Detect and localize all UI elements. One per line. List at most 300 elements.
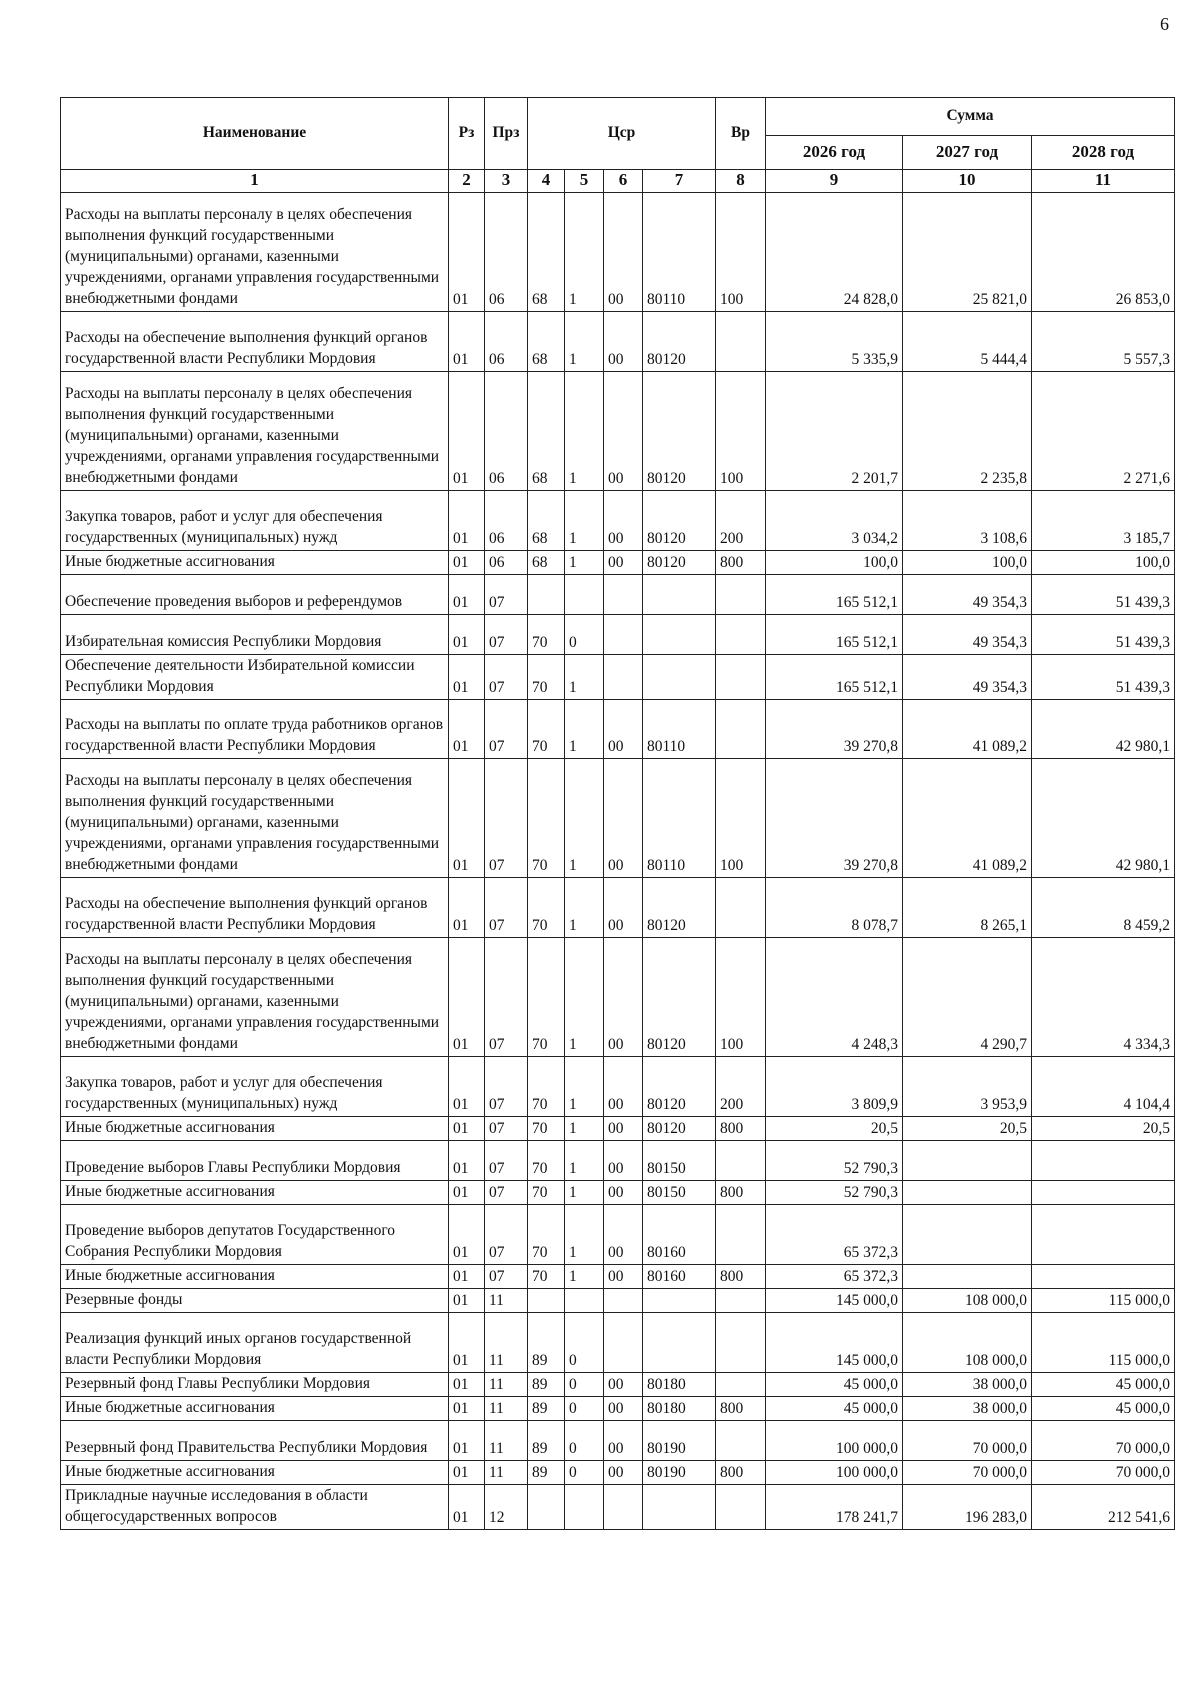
row-vr: 100 <box>716 759 766 878</box>
row-amount-2026: 3 034,2 <box>766 491 903 551</box>
row-name: Проведение выборов депутатов Государственного Собрания Республики Мордовия <box>61 1205 449 1265</box>
table-row <box>61 1373 1175 1397</box>
table-row <box>61 615 1175 655</box>
row-csr-subprogram: 0 <box>565 615 604 655</box>
row-rz: 01 <box>449 1313 485 1373</box>
row-vr <box>716 700 766 759</box>
row-name: Иные бюджетные ассигнования <box>61 551 449 575</box>
row-csr-program: 89 <box>528 1397 565 1421</box>
row-rz: 01 <box>449 193 485 312</box>
row-csr-subprogram: 1 <box>565 491 604 551</box>
row-csr-program: 70 <box>528 615 565 655</box>
row-amount-2027: 3 953,9 <box>903 1057 1032 1117</box>
row-csr-subprogram: 1 <box>565 938 604 1057</box>
row-csr-subprogram: 1 <box>565 1117 604 1141</box>
row-amount-2027: 5 444,4 <box>903 312 1032 372</box>
row-csr-subprogram <box>565 1485 604 1530</box>
row-amount-2028: 42 980,1 <box>1032 700 1175 759</box>
table-row <box>61 1141 1175 1181</box>
row-csr-program: 68 <box>528 491 565 551</box>
row-amount-2027: 108 000,0 <box>903 1289 1032 1313</box>
row-vr: 800 <box>716 1397 766 1421</box>
row-amount-2028 <box>1032 1265 1175 1289</box>
page-number: 6 <box>1160 14 1169 34</box>
row-amount-2027 <box>903 1205 1032 1265</box>
row-csr-direction: 80120 <box>643 1117 716 1141</box>
row-csr-program: 70 <box>528 1141 565 1181</box>
row-amount-2028: 100,0 <box>1032 551 1175 575</box>
column-number: 6 <box>604 170 643 193</box>
row-amount-2026: 45 000,0 <box>766 1397 903 1421</box>
table-row <box>61 1289 1175 1313</box>
row-prz: 07 <box>485 1141 528 1181</box>
row-prz: 07 <box>485 1265 528 1289</box>
row-csr-main-event: 00 <box>604 312 643 372</box>
row-vr <box>716 655 766 700</box>
row-amount-2026: 165 512,1 <box>766 575 903 615</box>
row-vr: 800 <box>716 1461 766 1485</box>
row-csr-program: 70 <box>528 878 565 938</box>
row-prz: 11 <box>485 1421 528 1461</box>
row-vr <box>716 1373 766 1397</box>
row-csr-subprogram: 0 <box>565 1461 604 1485</box>
row-csr-subprogram: 1 <box>565 1205 604 1265</box>
table-row <box>61 1421 1175 1461</box>
column-number: 5 <box>565 170 604 193</box>
row-amount-2026: 145 000,0 <box>766 1313 903 1373</box>
table-row <box>61 878 1175 938</box>
row-amount-2026: 52 790,3 <box>766 1181 903 1205</box>
row-amount-2027 <box>903 1181 1032 1205</box>
row-prz: 07 <box>485 575 528 615</box>
row-amount-2026: 4 248,3 <box>766 938 903 1057</box>
row-csr-subprogram: 1 <box>565 700 604 759</box>
row-prz: 06 <box>485 372 528 491</box>
row-prz: 12 <box>485 1485 528 1530</box>
column-number-row <box>61 170 1175 193</box>
column-number: 9 <box>766 170 903 193</box>
row-csr-main-event <box>604 1485 643 1530</box>
row-amount-2028: 51 439,3 <box>1032 575 1175 615</box>
row-rz: 01 <box>449 655 485 700</box>
row-csr-program: 68 <box>528 551 565 575</box>
row-vr: 200 <box>716 1057 766 1117</box>
row-csr-program: 70 <box>528 1265 565 1289</box>
row-amount-2027: 38 000,0 <box>903 1373 1032 1397</box>
row-name: Расходы на обеспечение выполнения функций органов государственной власти Республики Мордовия <box>61 878 449 938</box>
row-amount-2028: 212 541,6 <box>1032 1485 1175 1530</box>
row-csr-main-event: 00 <box>604 1057 643 1117</box>
row-amount-2026: 20,5 <box>766 1117 903 1141</box>
row-amount-2027: 49 354,3 <box>903 655 1032 700</box>
row-name: Обеспечение деятельности Избирательной комиссии Республики Мордовия <box>61 655 449 700</box>
row-name: Закупка товаров, работ и услуг для обеспечения государственных (муниципальных) нужд <box>61 1057 449 1117</box>
row-csr-program: 68 <box>528 312 565 372</box>
row-vr <box>716 575 766 615</box>
row-amount-2027: 41 089,2 <box>903 759 1032 878</box>
row-prz: 11 <box>485 1289 528 1313</box>
row-amount-2026: 165 512,1 <box>766 655 903 700</box>
row-amount-2027 <box>903 1265 1032 1289</box>
row-name: Расходы на выплаты персоналу в целях обеспечения выполнения функций государственными (муниципальными) органами, казенными учреждениями, органами управления государственными внебюджетными фондами <box>61 193 449 312</box>
table-row <box>61 1397 1175 1421</box>
row-vr: 100 <box>716 372 766 491</box>
row-csr-direction: 80190 <box>643 1461 716 1485</box>
row-amount-2027: 20,5 <box>903 1117 1032 1141</box>
row-prz: 11 <box>485 1461 528 1485</box>
table-row <box>61 551 1175 575</box>
header-sum: Сумма <box>766 98 1175 136</box>
row-csr-direction: 80110 <box>643 759 716 878</box>
row-csr-main-event <box>604 1313 643 1373</box>
row-csr-program: 89 <box>528 1373 565 1397</box>
row-amount-2027: 70 000,0 <box>903 1421 1032 1461</box>
row-rz: 01 <box>449 759 485 878</box>
row-amount-2028: 4 334,3 <box>1032 938 1175 1057</box>
row-csr-direction: 80180 <box>643 1397 716 1421</box>
row-amount-2028: 45 000,0 <box>1032 1373 1175 1397</box>
row-vr <box>716 312 766 372</box>
row-csr-direction <box>643 615 716 655</box>
row-csr-subprogram: 1 <box>565 1265 604 1289</box>
column-number: 3 <box>485 170 528 193</box>
row-rz: 01 <box>449 1265 485 1289</box>
row-amount-2028: 20,5 <box>1032 1117 1175 1141</box>
row-csr-main-event: 00 <box>604 1397 643 1421</box>
row-csr-program: 70 <box>528 700 565 759</box>
row-prz: 06 <box>485 312 528 372</box>
row-vr: 800 <box>716 1117 766 1141</box>
row-amount-2028: 115 000,0 <box>1032 1289 1175 1313</box>
row-rz: 01 <box>449 1421 485 1461</box>
row-csr-direction: 80120 <box>643 1057 716 1117</box>
table-row <box>61 700 1175 759</box>
row-name: Иные бюджетные ассигнования <box>61 1181 449 1205</box>
table-row <box>61 1117 1175 1141</box>
row-csr-direction: 80120 <box>643 372 716 491</box>
row-name: Резервный фонд Правительства Республики Мордовия <box>61 1421 449 1461</box>
row-amount-2026: 100 000,0 <box>766 1421 903 1461</box>
row-csr-direction: 80160 <box>643 1265 716 1289</box>
row-csr-program: 89 <box>528 1461 565 1485</box>
row-csr-program: 68 <box>528 193 565 312</box>
row-csr-main-event: 00 <box>604 1461 643 1485</box>
table-row <box>61 1461 1175 1485</box>
row-csr-direction: 80120 <box>643 551 716 575</box>
row-csr-main-event: 00 <box>604 759 643 878</box>
row-csr-direction: 80120 <box>643 491 716 551</box>
row-csr-program: 68 <box>528 372 565 491</box>
row-csr-subprogram <box>565 575 604 615</box>
row-rz: 01 <box>449 1117 485 1141</box>
row-csr-main-event: 00 <box>604 1421 643 1461</box>
row-csr-main-event: 00 <box>604 491 643 551</box>
row-csr-subprogram: 1 <box>565 372 604 491</box>
row-prz: 11 <box>485 1397 528 1421</box>
row-amount-2027: 41 089,2 <box>903 700 1032 759</box>
row-amount-2028: 51 439,3 <box>1032 615 1175 655</box>
row-amount-2026: 3 809,9 <box>766 1057 903 1117</box>
table-row <box>61 759 1175 878</box>
row-amount-2027: 4 290,7 <box>903 938 1032 1057</box>
row-csr-subprogram: 0 <box>565 1373 604 1397</box>
row-amount-2027: 70 000,0 <box>903 1461 1032 1485</box>
row-rz: 01 <box>449 1373 485 1397</box>
row-vr: 800 <box>716 1265 766 1289</box>
row-rz: 01 <box>449 312 485 372</box>
row-csr-subprogram: 0 <box>565 1421 604 1461</box>
row-name: Закупка товаров, работ и услуг для обеспечения государственных (муниципальных) нужд <box>61 491 449 551</box>
row-amount-2027 <box>903 1141 1032 1181</box>
row-amount-2026: 52 790,3 <box>766 1141 903 1181</box>
header-vr: Вр <box>716 98 766 170</box>
row-csr-subprogram: 1 <box>565 551 604 575</box>
row-rz: 01 <box>449 575 485 615</box>
row-vr: 200 <box>716 491 766 551</box>
row-amount-2026: 39 270,8 <box>766 700 903 759</box>
row-csr-main-event <box>604 655 643 700</box>
row-csr-direction <box>643 575 716 615</box>
row-amount-2026: 65 372,3 <box>766 1205 903 1265</box>
row-prz: 07 <box>485 759 528 878</box>
row-csr-direction: 80150 <box>643 1141 716 1181</box>
row-csr-program: 70 <box>528 1181 565 1205</box>
row-csr-program <box>528 1289 565 1313</box>
row-name: Иные бюджетные ассигнования <box>61 1461 449 1485</box>
row-csr-main-event <box>604 575 643 615</box>
row-amount-2026: 178 241,7 <box>766 1485 903 1530</box>
row-name: Резервные фонды <box>61 1289 449 1313</box>
row-amount-2027: 8 265,1 <box>903 878 1032 938</box>
row-csr-main-event: 00 <box>604 372 643 491</box>
row-csr-subprogram: 1 <box>565 1057 604 1117</box>
row-vr: 800 <box>716 551 766 575</box>
row-amount-2028: 115 000,0 <box>1032 1313 1175 1373</box>
row-rz: 01 <box>449 1485 485 1530</box>
row-vr <box>716 1421 766 1461</box>
row-prz: 07 <box>485 1117 528 1141</box>
table-row <box>61 1057 1175 1117</box>
row-csr-main-event: 00 <box>604 1181 643 1205</box>
row-amount-2026: 2 201,7 <box>766 372 903 491</box>
row-csr-subprogram: 1 <box>565 878 604 938</box>
row-amount-2026: 24 828,0 <box>766 193 903 312</box>
row-csr-program: 89 <box>528 1421 565 1461</box>
row-name: Избирательная комиссия Республики Мордовия <box>61 615 449 655</box>
table-row <box>61 372 1175 491</box>
row-amount-2026: 65 372,3 <box>766 1265 903 1289</box>
row-amount-2026: 8 078,7 <box>766 878 903 938</box>
header-rz: Рз <box>449 98 485 170</box>
row-prz: 07 <box>485 700 528 759</box>
row-rz: 01 <box>449 1057 485 1117</box>
row-prz: 07 <box>485 878 528 938</box>
row-csr-program: 70 <box>528 1057 565 1117</box>
row-csr-direction: 80160 <box>643 1205 716 1265</box>
row-rz: 01 <box>449 1181 485 1205</box>
row-name: Иные бюджетные ассигнования <box>61 1117 449 1141</box>
row-csr-main-event: 00 <box>604 700 643 759</box>
row-amount-2027: 196 283,0 <box>903 1485 1032 1530</box>
row-amount-2028: 3 185,7 <box>1032 491 1175 551</box>
column-number: 4 <box>528 170 565 193</box>
row-csr-program <box>528 575 565 615</box>
row-vr <box>716 1485 766 1530</box>
row-csr-subprogram: 1 <box>565 1141 604 1181</box>
row-csr-program: 70 <box>528 938 565 1057</box>
row-rz: 01 <box>449 615 485 655</box>
column-number: 11 <box>1032 170 1175 193</box>
row-prz: 11 <box>485 1313 528 1373</box>
table-row <box>61 655 1175 700</box>
row-vr <box>716 1205 766 1265</box>
row-vr: 100 <box>716 193 766 312</box>
row-rz: 01 <box>449 491 485 551</box>
header-csr: Цср <box>528 98 716 170</box>
row-rz: 01 <box>449 938 485 1057</box>
row-rz: 01 <box>449 700 485 759</box>
row-csr-direction: 80120 <box>643 878 716 938</box>
row-amount-2028: 70 000,0 <box>1032 1421 1175 1461</box>
column-number: 8 <box>716 170 766 193</box>
header-year-2028: 2028 год <box>1032 136 1175 170</box>
row-vr <box>716 1141 766 1181</box>
row-rz: 01 <box>449 1141 485 1181</box>
table-body <box>61 193 1175 1530</box>
row-vr <box>716 878 766 938</box>
table-row <box>61 1485 1175 1530</box>
row-rz: 01 <box>449 1461 485 1485</box>
column-number: 10 <box>903 170 1032 193</box>
row-amount-2028: 70 000,0 <box>1032 1461 1175 1485</box>
row-csr-direction <box>643 1485 716 1530</box>
header-name: Наименование <box>61 98 449 170</box>
budget-table <box>60 97 1175 1530</box>
row-prz: 07 <box>485 615 528 655</box>
row-prz: 11 <box>485 1373 528 1397</box>
header-prz: Прз <box>485 98 528 170</box>
row-csr-direction <box>643 1289 716 1313</box>
row-name: Расходы на выплаты персоналу в целях обеспечения выполнения функций государственными (муниципальными) органами, казенными учреждениями, органами управления государственными внебюджетными фондами <box>61 938 449 1057</box>
row-csr-direction: 80110 <box>643 193 716 312</box>
row-csr-program: 70 <box>528 655 565 700</box>
row-prz: 06 <box>485 193 528 312</box>
column-number: 1 <box>61 170 449 193</box>
row-vr: 100 <box>716 938 766 1057</box>
row-rz: 01 <box>449 1289 485 1313</box>
row-csr-subprogram: 1 <box>565 312 604 372</box>
row-name: Проведение выборов Главы Республики Мордовия <box>61 1141 449 1181</box>
row-csr-direction: 80120 <box>643 938 716 1057</box>
row-amount-2028: 4 104,4 <box>1032 1057 1175 1117</box>
row-amount-2028: 5 557,3 <box>1032 312 1175 372</box>
row-vr: 800 <box>716 1181 766 1205</box>
row-amount-2027: 100,0 <box>903 551 1032 575</box>
table-row <box>61 1205 1175 1265</box>
row-name: Резервный фонд Главы Республики Мордовия <box>61 1373 449 1397</box>
table-row <box>61 491 1175 551</box>
row-csr-main-event: 00 <box>604 938 643 1057</box>
table-row <box>61 1313 1175 1373</box>
row-amount-2026: 45 000,0 <box>766 1373 903 1397</box>
row-csr-direction <box>643 655 716 700</box>
row-amount-2028: 45 000,0 <box>1032 1397 1175 1421</box>
row-amount-2028: 2 271,6 <box>1032 372 1175 491</box>
row-prz: 07 <box>485 655 528 700</box>
row-name: Расходы на выплаты персоналу в целях обеспечения выполнения функций государственными (муниципальными) органами, казенными учреждениями, органами управления государственными внебюджетными фондами <box>61 372 449 491</box>
row-csr-main-event: 00 <box>604 551 643 575</box>
row-name: Расходы на выплаты персоналу в целях обеспечения выполнения функций государственными (муниципальными) органами, казенными учреждениями, органами управления государственными внебюджетными фондами <box>61 759 449 878</box>
row-amount-2026: 100 000,0 <box>766 1461 903 1485</box>
row-rz: 01 <box>449 878 485 938</box>
row-amount-2028 <box>1032 1181 1175 1205</box>
row-name: Иные бюджетные ассигнования <box>61 1397 449 1421</box>
row-prz: 07 <box>485 1181 528 1205</box>
row-name: Иные бюджетные ассигнования <box>61 1265 449 1289</box>
row-amount-2026: 39 270,8 <box>766 759 903 878</box>
row-rz: 01 <box>449 1397 485 1421</box>
row-vr <box>716 1289 766 1313</box>
row-prz: 07 <box>485 938 528 1057</box>
row-csr-program: 70 <box>528 759 565 878</box>
row-prz: 06 <box>485 491 528 551</box>
row-amount-2027: 25 821,0 <box>903 193 1032 312</box>
row-rz: 01 <box>449 1205 485 1265</box>
row-vr <box>716 1313 766 1373</box>
row-name: Обеспечение проведения выборов и референдумов <box>61 575 449 615</box>
row-amount-2027: 38 000,0 <box>903 1397 1032 1421</box>
row-amount-2026: 165 512,1 <box>766 615 903 655</box>
table-row <box>61 938 1175 1057</box>
row-csr-main-event: 00 <box>604 1141 643 1181</box>
row-amount-2027: 2 235,8 <box>903 372 1032 491</box>
table-row <box>61 1181 1175 1205</box>
row-amount-2028: 8 459,2 <box>1032 878 1175 938</box>
row-name: Прикладные научные исследования в области общегосударственных вопросов <box>61 1485 449 1530</box>
row-csr-direction <box>643 1313 716 1373</box>
table-row <box>61 1265 1175 1289</box>
row-amount-2028 <box>1032 1141 1175 1181</box>
header-year-2027: 2027 год <box>903 136 1032 170</box>
row-csr-main-event: 00 <box>604 1205 643 1265</box>
row-amount-2026: 5 335,9 <box>766 312 903 372</box>
column-number: 2 <box>449 170 485 193</box>
row-csr-direction: 80120 <box>643 312 716 372</box>
row-amount-2028 <box>1032 1205 1175 1265</box>
row-csr-direction: 80110 <box>643 700 716 759</box>
row-csr-program: 89 <box>528 1313 565 1373</box>
row-amount-2026: 145 000,0 <box>766 1289 903 1313</box>
row-name: Расходы на выплаты по оплате труда работников органов государственной власти Республики Мордовия <box>61 700 449 759</box>
row-name: Расходы на обеспечение выполнения функций органов государственной власти Республики Мордовия <box>61 312 449 372</box>
row-amount-2027: 49 354,3 <box>903 615 1032 655</box>
header-year-2026: 2026 год <box>766 136 903 170</box>
row-csr-main-event: 00 <box>604 1117 643 1141</box>
row-csr-direction: 80150 <box>643 1181 716 1205</box>
row-prz: 07 <box>485 1205 528 1265</box>
row-csr-subprogram: 1 <box>565 1181 604 1205</box>
row-csr-direction: 80180 <box>643 1373 716 1397</box>
row-vr <box>716 615 766 655</box>
row-csr-main-event <box>604 615 643 655</box>
row-csr-main-event: 00 <box>604 878 643 938</box>
row-amount-2028: 51 439,3 <box>1032 655 1175 700</box>
row-csr-main-event: 00 <box>604 1373 643 1397</box>
row-amount-2027: 108 000,0 <box>903 1313 1032 1373</box>
row-name: Реализация функций иных органов государственной власти Республики Мордовия <box>61 1313 449 1373</box>
row-csr-main-event: 00 <box>604 1265 643 1289</box>
row-csr-subprogram: 0 <box>565 1397 604 1421</box>
